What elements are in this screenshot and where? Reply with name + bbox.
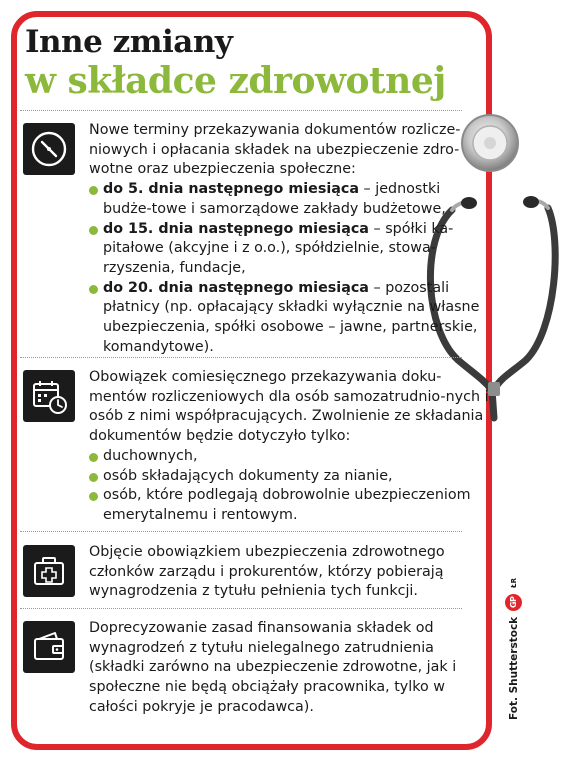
bullet-bold: do 5. dnia następnego miesiąca [103,181,360,198]
list-item: osób składających dokumenty za nianie, [89,467,489,487]
section-intro: Objęcie obowiązkiem ubezpieczenia zdrowotnego członków zarządu i prokurentów, którzy pobierają wynagrodzenia z tytułu pełnienia tych funkcji. [89,544,445,600]
title-line-2: w składce zdrowotnej [25,60,446,102]
clock-icon [23,123,75,175]
section-monthly-documents [89,368,489,526]
title-line-1: Inne zmiany [25,24,233,60]
section-intro: Obowiązek comiesięcznego przekazywania doku-mentów rozliczeniowych dla osób samozatrudnio-nych i osób z nimi współpracujących. Zwolnienie ze składania dokumentów będzie dotyczyło tylko: [89,369,489,445]
divider [20,357,462,358]
divider [20,531,462,532]
calendar-clock-icon [23,370,75,422]
medical-kit-icon [23,545,75,597]
bullet-text: – spółki ka-pitałowe (akcyjne i z o.o.), spółdzielnie, stowa-rzyszenia, fundacje, [103,220,454,276]
wallet-icon [23,621,75,673]
author-initials: ŁR [509,577,518,588]
section-intro: Doprecyzowanie zasad finansowania składek od wynagrodzeń z tytułu nielegalnego zatrudnienia (składki zarówno na ubezpieczenie zdrowotne, jak i społeczne nie będą obciążały pracownika, tylko w całości pokryje je pracodawca). [89,620,457,715]
bullet-text: – jednostki budże-towe i samorządowe zakłady budżetowe, [103,181,446,217]
list-item [89,279,489,358]
divider [20,110,462,111]
bullet-text: – pozostali płatnicy (np. opłacający składki wyłącznie na własne ubezpieczenia, spółki osobowe – jawne, partnerskie, komandytowe). [103,279,480,355]
bullet-bold: do 15. dnia następnego miesiąca [103,220,369,237]
list-item: duchownych, [89,447,489,467]
photo-credit-text: Fot. Shutterstock [507,616,520,720]
divider [20,608,462,609]
list-item [89,180,489,219]
photo-credit [505,578,522,720]
section-deadlines [89,121,489,357]
section-management-insurance [89,543,489,602]
section-intro: Nowe terminy przekazywania dokumentów rozlicze-niowych i opłacania składek na ubezpieczenie zdro-wotne oraz ubezpieczenia społeczne: [89,122,461,178]
list-item [89,220,489,279]
gp-logo-icon: GP [505,594,522,611]
section-illegal-employment [89,619,489,718]
list-item: osób, które podlegają dobrowolnie ubezpieczeniom emerytalnemu i rentowym. [89,486,489,525]
bullet-bold: do 20. dnia następnego miesiąca [103,279,369,296]
